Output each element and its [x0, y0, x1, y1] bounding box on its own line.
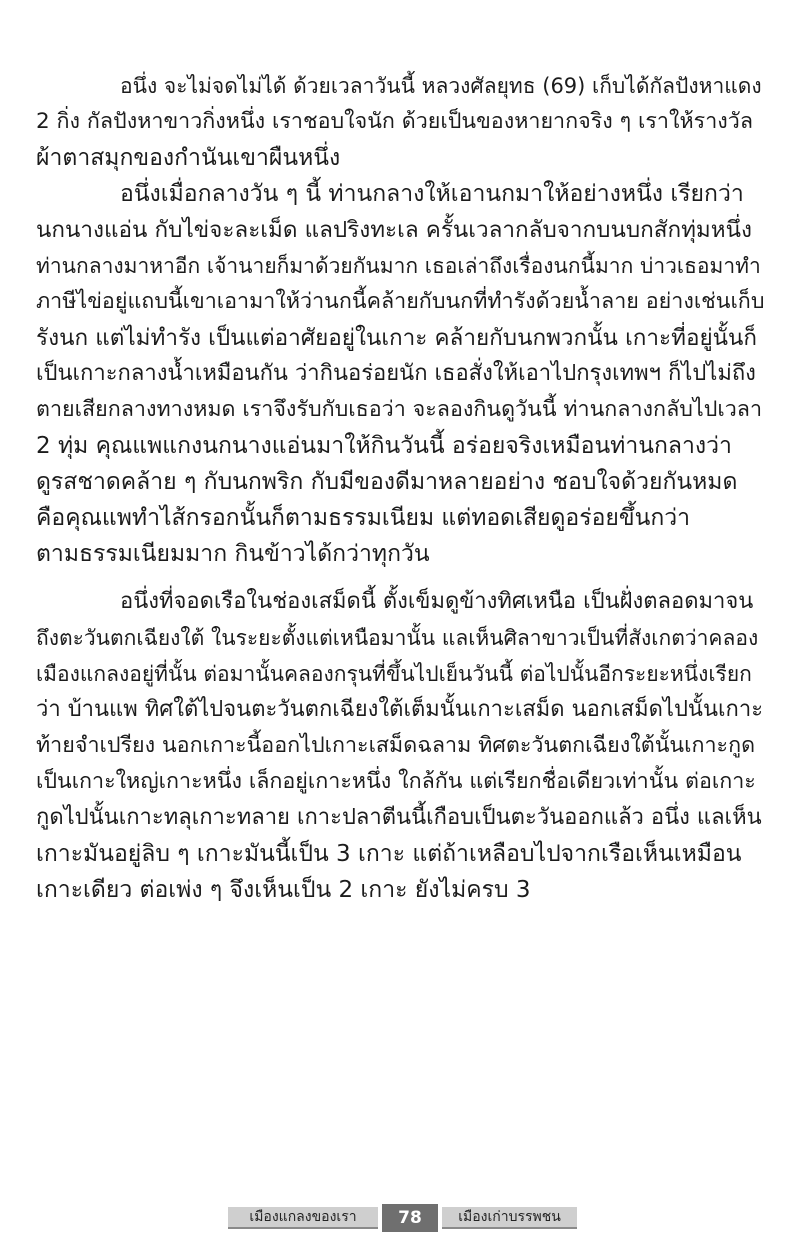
text-line: อนึ่งเมื่อกลางวัน ๆ นี้ ท่านกลางให้เอานกมาให้อย่างหนึ่ง เรียกว่า	[120, 181, 744, 207]
text-line: ตามธรรมเนียมมาก กินข้าวได้กว่าทุกวัน	[36, 541, 430, 567]
page-footer	[228, 1206, 588, 1230]
text-line: ว่า บ้านแพ ทิศใต้ไปจนตะวันตกเฉียงใต้เต็มนั้นเกาะเสม็ด นอกเสม็ดไปนั้นเกาะ	[36, 697, 764, 722]
text-line: ผ้าตาสมุกของกำนันเขาผืนหนึ่ง	[36, 145, 341, 171]
text-line: ตายเสียกลางทางหมด เราจึงรับกับเธอว่า จะลองกินดูวันนี้ ท่านกลางกลับไปเวลา	[36, 397, 763, 422]
text-line: คือคุณแพทำไส้กรอกนั้นก็ตามธรรมเนียม แต่ทอดเสียดูอร่อยขึ้นกว่า	[36, 505, 691, 531]
text-line: เป็นเกาะกลางน้ำเหมือนกัน ว่ากินอร่อยนัก เธอสั่งให้เอาไปกรุงเทพฯ ก็ไปไม่ถึง	[36, 361, 756, 386]
text-line: ท้ายจำเปรียง นอกเกาะนี้ออกไปเกาะเสม็ดฉลาม ทิศตะวันตกเฉียงใต้นั้นเกาะกูด	[36, 733, 756, 758]
text-line: 2 กิ่ง กัลปังหาขาวกิ่งหนึ่ง เราชอบใจนัก ด้วยเป็นของหายากจริง ๆ เราให้รางวัล	[36, 109, 754, 134]
text-line: ท่านกลางมาหาอีก เจ้านายก็มาด้วยกันมาก เธอเล่าถึงเรื่องนกนี้มาก บ่าวเธอมาทำ	[36, 254, 761, 278]
text-line: เกาะเดียว ต่อเพ่ง ๆ จึงเห็นเป็น 2 เกาะ ยังไม่ครบ 3	[36, 877, 531, 903]
text-line: ภาษีไข่อยู่แถบนี้เขาเอามาให้ว่านกนี้คล้ายกับนกที่ทำรังด้วยน้ำลาย อย่างเช่นเก็บ	[36, 289, 765, 314]
page-number: 78	[382, 1204, 438, 1232]
text-line: เป็นเกาะใหญ่เกาะหนึ่ง เล็กอยู่เกาะหนึ่ง ใกล้กัน แต่เรียกชื่อเดียวเท่านั้น ต่อเกาะ	[36, 769, 756, 794]
text-line: ดูรสชาดคล้าย ๆ กับนกพริก กับมีของดีมาหลายอย่าง ชอบใจด้วยกันหมด	[36, 469, 738, 495]
text-line: 2 ทุ่ม คุณแพแกงนกนางแอ่นมาให้กินวันนี้ อร่อยจริงเหมือนท่านกลางว่า	[36, 433, 732, 459]
text-line: นกนางแอ่น กับไข่จะละเม็ด แลปริงทะเล ครั้นเวลากลับจากบนบกสักทุ่มหนึ่ง	[36, 217, 752, 243]
text-line: เมืองแกลงอยู่ที่นั้น ต่อมานั้นคลองกรุนที่ขึ้นไปเย็นวันนี้ ต่อไปนั้นอีกระยะหนึ่งเรียก	[36, 662, 752, 686]
footer-book-title: เมืองแกลงของเรา	[228, 1207, 378, 1229]
text-line: รังนก แต่ไม่ทำรัง เป็นแต่อาศัยอยู่ในเกาะ คล้ายกับนกพวกนั้น เกาะที่อยู่นั้นก็	[36, 325, 758, 351]
text-line: เกาะมันอยู่ลิบ ๆ เกาะมันนี้เป็น 3 เกาะ แต่ถ้าเหลือบไปจากเรือเห็นเหมือน	[36, 841, 742, 867]
footer-series-title: เมืองเก่าบรรพชน	[442, 1207, 577, 1229]
text-line: ถึงตะวันตกเฉียงใต้ ในระยะตั้งแต่เหนือมานั้น แลเห็นศิลาขาวเป็นที่สังเกตว่าคลอง	[36, 626, 759, 650]
text-line: อนึ่งที่จอดเรือในช่องเสม็ดนี้ ตั้งเข็มดูข้างทิศเหนือ เป็นฝั่งตลอดมาจน	[120, 589, 754, 614]
text-line: กูดไปนั้นเกาะทลุเกาะทลาย เกาะปลาตีนนี้เกือบเป็นตะวันออกแล้ว อนึ่ง แลเห็น	[36, 805, 762, 830]
text-line: อนึ่ง จะไม่จดไม่ได้ ด้วยเวลาวันนี้ หลวงศัลยุทธ (69) เก็บได้กัลปังหาแดง	[120, 74, 762, 98]
page-body	[36, 68, 766, 908]
